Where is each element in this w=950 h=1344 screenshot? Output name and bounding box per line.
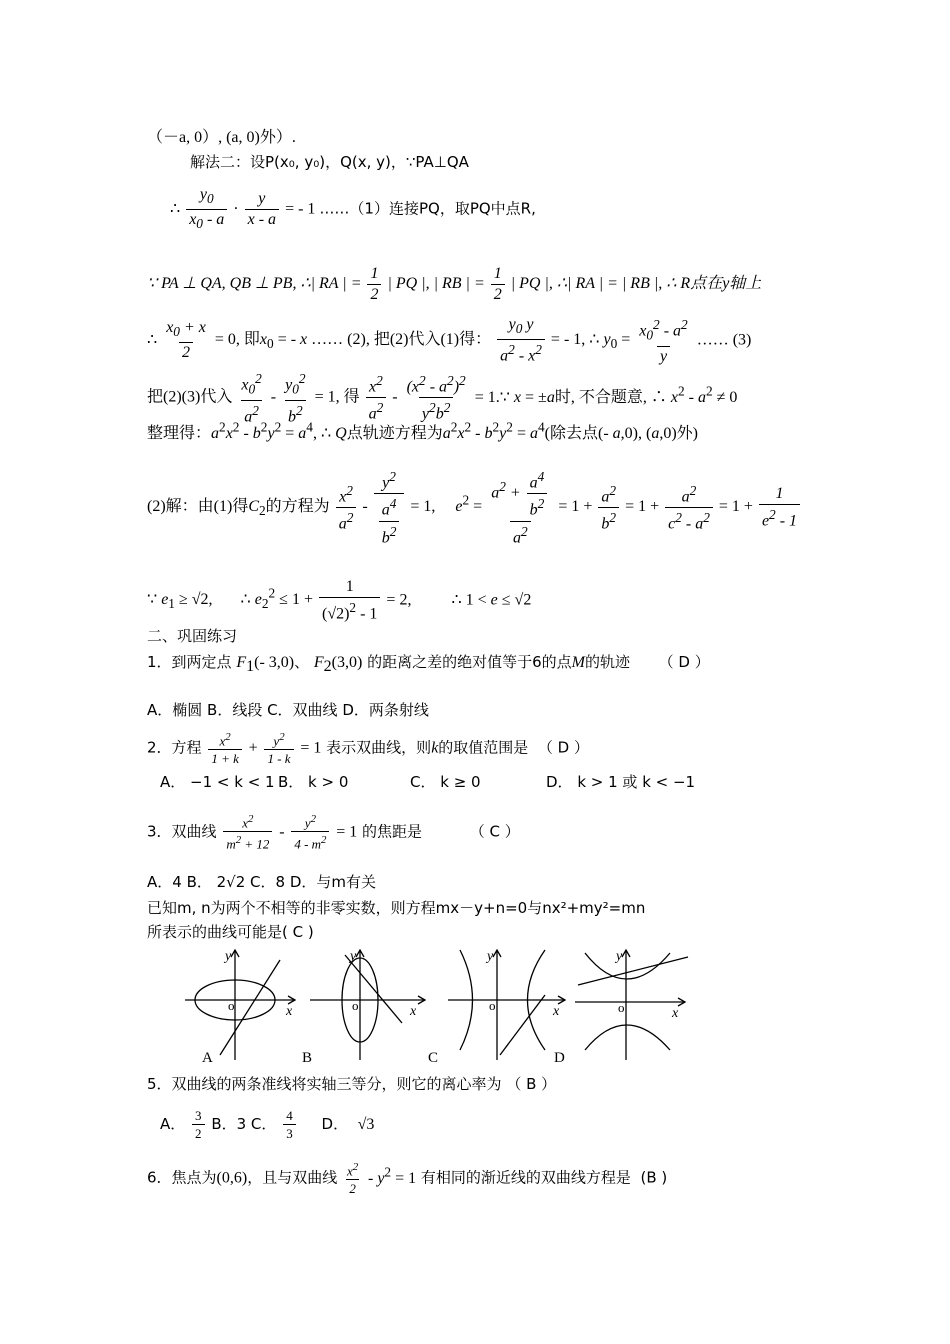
section-title (147, 626, 237, 646)
problem-5-text: 双曲线的两条准线将实轴三等分，则它的离心率为 (171, 1075, 502, 1093)
problem-6: 6．焦点为(0,6)，且与双曲线 $\frac{x^2}{2}$ - $y^2 = 1$ 有相同的渐近线的双曲线方程是 (B ) (147, 1161, 668, 1197)
figure-d-origin: o (618, 1000, 625, 1015)
figure-a (185, 949, 295, 1060)
ineq-line: ∵ $e_1 \ge √2$, ∴ $e_2^2 \le 1$ + $\frac{1}{(√2)^2 - 1}$ = 2, ∴ 1 < e ≤ √2 (147, 578, 532, 623)
problem-1-options (147, 700, 429, 720)
method2-intro-text: 解法二：设P(x₀, y₀)，Q(x, y)，∵PA⊥QA (190, 153, 469, 171)
figure-c (448, 949, 565, 1060)
figure-b-origin: o (352, 998, 359, 1013)
problem-4-text: 已知m, n为两个不相等的非零实数，则方程mx－y+n=0与nx²+my²=mn (147, 899, 646, 917)
result-line: 整理得：$a^2x^2 - b^2y^2 = a^4$, ∴ Q点轨迹方程为$a^2x^2 - b^2y^2 = a^4$(除去点(- a,0), (a,0)外) (147, 420, 698, 443)
problem-2-option-a: A． −1 < k < 1 (160, 773, 275, 791)
problem-1-answer: （ D ） (658, 653, 710, 671)
problem-4 (147, 898, 645, 918)
problem-1: 1．到两定点 $F_1(-$ 3,0)、 $F_2(3,0)$ 的距离之差的绝对值等于6的点M的轨迹 （ D ） (147, 653, 710, 675)
method2-intro (190, 152, 469, 172)
figure-b-y-label: y (350, 949, 357, 964)
figure-b-x-label: x (410, 1004, 417, 1019)
figure-c-x-label: x (553, 1004, 560, 1019)
exclude-points-line (147, 128, 296, 148)
problem-1-options-text: A．椭圆 B．线段 C．双曲线 D．两条射线 (147, 701, 429, 719)
exclude-points-text: （－a, 0）, (a, 0)外）. (147, 129, 296, 146)
figure-a-x-label: x (286, 1004, 293, 1019)
substitute-line: 把(2)(3)代入 $\frac{x_0^2}{a^2}$ - $\frac{y_0^2}{b^2}$ = 1, 得 $\frac{x^2}{a^2}$ - $\frac{(x^2 - a^2)^2}{y^2b^2}$ = 1.∵ x = ±a时, 不合题意, ∴ $x^2 - a^2 \ne 0$ (147, 371, 738, 425)
figure-c-origin: o (489, 998, 496, 1013)
problem-5: 5．双曲线的两条准线将实轴三等分，则它的离心率为 （ B ） (147, 1075, 557, 1093)
figure-d (575, 949, 688, 1060)
figure-a-y-label: y (225, 949, 232, 964)
problem-2: 2．方程 $\frac{x^2}{1 + k}$ + $\frac{y^2}{1 - k}$ = 1 表示双曲线，则k的取值范围是 （ D ） (147, 731, 589, 767)
figure-label-c: C (428, 1050, 439, 1066)
problem-5-options: A． $\frac{3}{2}$ B．3 C． $\frac{4}{3}$ D． √3 (160, 1108, 375, 1141)
problem-4-figures (180, 945, 700, 1070)
problem-3-answer: （ C ） (469, 822, 520, 841)
problem-4-answer: C ) (292, 923, 314, 941)
figure-a-origin: o (228, 998, 235, 1013)
figure-label-d: D (554, 1050, 565, 1066)
figure-b (310, 949, 425, 1060)
problem-3-options-text: A．4 B． 2√2 C．8 D．与m有关 (147, 873, 376, 891)
problem-3: 3．双曲线 $\frac{x^2}{m^2 + 12}$ - $\frac{y^2}{4 - m^2}$ = 1 的焦距是 （ C ） (147, 813, 520, 852)
problem-4-text2: 所表示的曲线可能是( (147, 923, 288, 941)
section-title-text: 二、巩固练习 (147, 627, 238, 645)
problem-3-options (147, 872, 376, 892)
figure-d-x-label: x (672, 1006, 679, 1021)
problem-2-option-c: C． k ≥ 0 (410, 773, 481, 791)
problem-4-line2 (147, 922, 314, 942)
midpoint-x-line: ∴ $\frac{x_0 + x}{2}$ = 0, 即$x_0$ = - x …… (2), 把(2)代入(1)得： $\frac{y_0 y}{a^2 - x^2}$ = - 1, ∴ $y_0$ = $\frac{x_0^2 - a^2}{y}$ …… (3) (147, 316, 752, 365)
perp-tail: ……（1）连接PQ，取PQ中点R, (319, 199, 536, 218)
figure-c-y-label: y (487, 949, 494, 964)
figure-label-b: B (302, 1050, 313, 1066)
problem-2-option-b: B． k > 0 (278, 773, 349, 791)
problem-6-answer: (B ) (640, 1168, 668, 1187)
perp-condition: ∴ $\frac{y_0}{x_0 - a}$ · $\frac{y}{x - a}$ = - 1 ……（1）连接PQ，取PQ中点R, (170, 186, 536, 232)
problem-2-option-d: D． k > 1 或 k < −1 (546, 773, 696, 791)
problem-2-answer: （ D ） (537, 738, 589, 757)
midpoint-line: ∵ PA ⊥ QA, QB ⊥ PB, ∴| RA | = $\frac{1}{2}$ | PQ |, | RB | = $\frac{1}{2}$ | PQ |, ∴| RA | = | RB |, ∴ R点在y轴上 (147, 265, 762, 303)
part2-line: (2)解：由(1)得$C_2$的方程为 $\frac{x^2}{a^2}$ - $\frac{y^2}{\frac{a^4}{b^2}}$ = 1, $e^2$ = $a^2$ + $\frac{a^4}{b^2}$ $a^2$ = 1 + $\frac{a^2}{b^2}$ = 1 + $\frac{a^2}{c^2 - a^2}$ = 1 + $\frac{1}{e^2 - 1}$ (147, 468, 802, 547)
problem-5-answer: （ B ） (506, 1075, 557, 1093)
figure-d-y-label: y (616, 949, 623, 964)
figure-label-a: A (202, 1050, 213, 1066)
